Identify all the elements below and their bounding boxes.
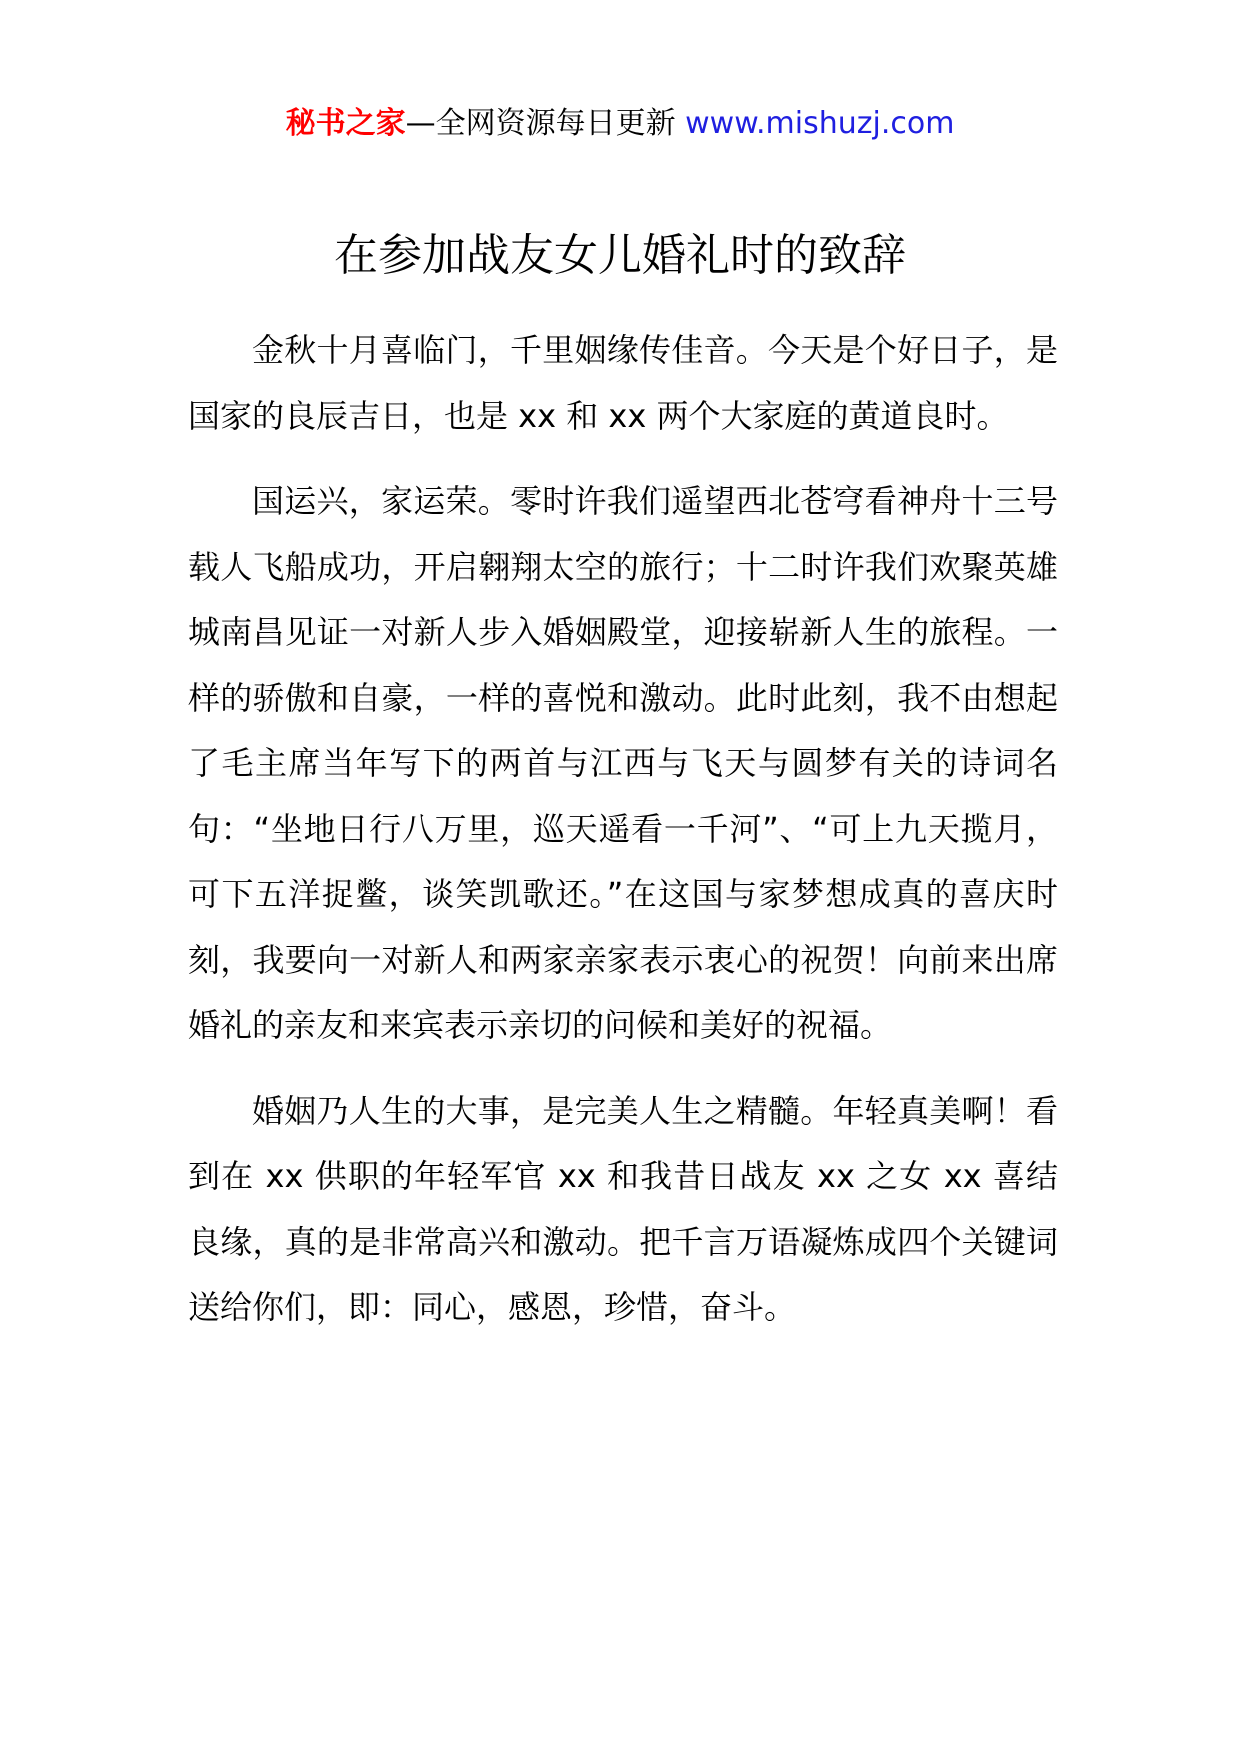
header-tagline: —全网资源每日更新 bbox=[405, 106, 676, 141]
paragraph-2: 国运兴，家运荣。零时许我们遥望西北苍穹看神舟十三号载人飞船成功，开启翱翔太空的旅行；十二时许我们欢聚英雄城南昌见证一对新人步入婚姻殿堂，迎接崭新人生的旅程。一样的骄傲和自豪，一样的喜悦和激动。此时此刻，我不由想起了毛主席当年写下的两首与江西与飞天与圆梦有关的诗词名句：“坐地日行八万里，巡天遥看一千河”、“可上九天揽月，可下五洋捉鳖，谈笑凯歌还。”在这国与家梦想成真的喜庆时刻，我要向一对新人和两家亲家表示衷心的祝贺！向前来出席婚礼的亲友和来宾表示亲切的问候和美好的祝福。 bbox=[188, 482, 1058, 1044]
document-body bbox=[188, 318, 1058, 1361]
paragraph-3: 婚姻乃人生的大事，是完美人生之精髓。年轻真美啊！看到在 xx 供职的年轻军官 xx 和我昔日战友 xx 之女 xx 喜结良缘，真的是非常高兴和激动。把千言万语凝炼成四个关键词送给你们，即：同心，感恩，珍惜，奋斗。 bbox=[188, 1091, 1058, 1326]
page-header bbox=[0, 100, 1240, 148]
document-title: 在参加战友女儿婚礼时的致辞 bbox=[334, 230, 906, 281]
site-url-link[interactable]: www.mishuzj.com bbox=[685, 106, 955, 141]
paragraph-1: 金秋十月喜临门，千里姻缘传佳音。今天是个好日子，是国家的良辰吉日，也是 xx 和 xx 两个大家庭的黄道良时。 bbox=[188, 331, 1058, 435]
brand-name: 秘书之家 bbox=[285, 106, 406, 141]
